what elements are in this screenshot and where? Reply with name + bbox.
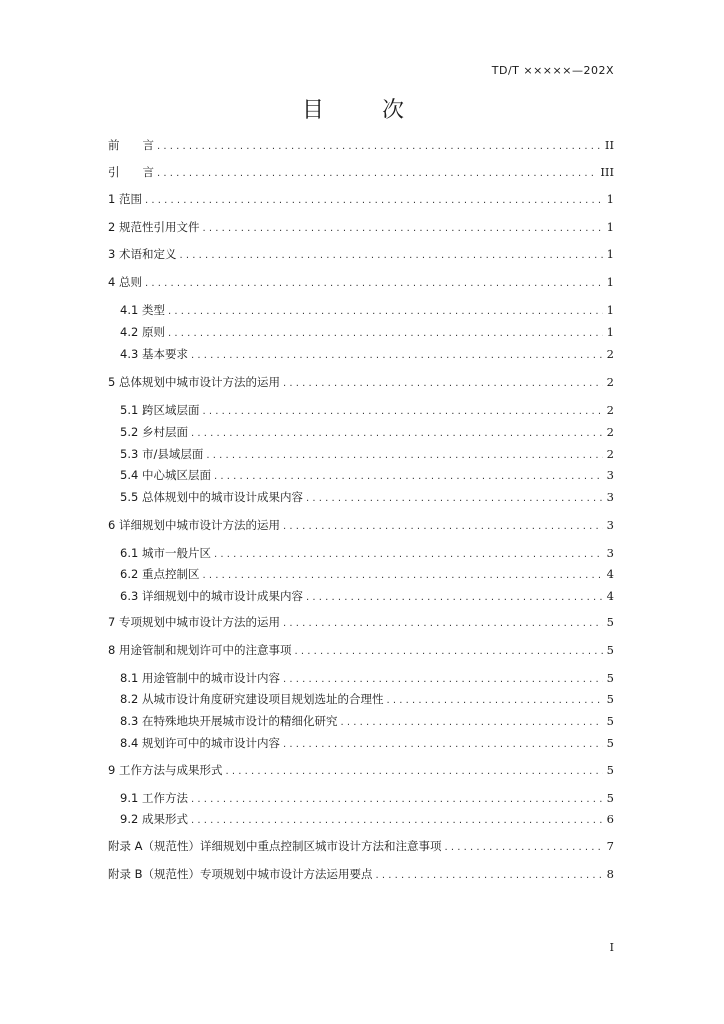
toc-entry-page: 5 <box>606 763 614 777</box>
toc-entry-page: 1 <box>606 247 614 261</box>
toc-entry-7[interactable] <box>108 614 614 630</box>
toc-entry-8[interactable] <box>108 642 614 658</box>
toc-leader-dots <box>283 616 603 632</box>
toc-entry-page: 1 <box>606 275 614 289</box>
toc-leader-dots <box>191 348 603 364</box>
document-code: TD/T ×××××—202X <box>491 64 614 77</box>
toc-leader-dots <box>202 221 602 237</box>
toc-entry-introduction[interactable] <box>108 164 614 180</box>
toc-leader-dots <box>214 469 603 485</box>
toc-entry-5-3[interactable] <box>120 446 614 462</box>
toc-entry-label: 8.4 规划许可中的城市设计内容 <box>120 736 280 750</box>
toc-leader-dots <box>168 326 603 342</box>
toc-leader-dots <box>202 404 602 420</box>
toc-entry-page: 3 <box>606 468 614 482</box>
toc-entry-page: 3 <box>606 546 614 560</box>
toc-entry-label: 6.2 重点控制区 <box>120 567 200 581</box>
toc-leader-dots <box>191 426 603 442</box>
toc-leader-dots <box>157 166 596 182</box>
toc-leader-dots <box>376 868 603 884</box>
toc-entry-8-3[interactable] <box>120 713 614 729</box>
toc-entry-page: 4 <box>606 589 614 603</box>
toc-entry-label: 6 详细规划中城市设计方法的运用 <box>108 518 280 532</box>
toc-entry-label: 6.1 城市一般片区 <box>120 546 211 560</box>
toc-leader-dots <box>225 764 602 780</box>
toc-leader-dots <box>214 547 603 563</box>
toc-entry-appendix-b[interactable] <box>108 866 614 882</box>
toc-leader-dots <box>283 376 603 392</box>
toc-entry-8-4[interactable] <box>120 735 614 751</box>
toc-entry-label: 5.4 中心城区层面 <box>120 468 211 482</box>
toc-entry-label: 前 言 <box>108 138 154 152</box>
toc-entry-page: 5 <box>606 671 614 685</box>
toc-entry-9-1[interactable] <box>120 790 614 806</box>
page-number: I <box>609 941 614 954</box>
toc-entry-page: 6 <box>606 812 614 826</box>
toc-entry-label: 5.2 乡村层面 <box>120 425 188 439</box>
toc-leader-dots <box>445 840 603 856</box>
toc-entry-page: 3 <box>606 490 614 504</box>
toc-entry-label: 9.2 成果形式 <box>120 812 188 826</box>
toc-leader-dots <box>294 644 602 660</box>
toc-entry-page: 5 <box>606 643 614 657</box>
page-title: 目 次 <box>301 98 422 123</box>
toc-entry-5-2[interactable] <box>120 424 614 440</box>
toc-entry-label: 1 范围 <box>108 192 142 206</box>
toc-leader-dots <box>179 248 602 264</box>
toc-entry-page: 1 <box>606 325 614 339</box>
toc-leader-dots <box>202 568 602 584</box>
toc-entry-8-2[interactable] <box>120 691 614 707</box>
toc-entry-label: 5 总体规划中城市设计方法的运用 <box>108 375 280 389</box>
toc-leader-dots <box>283 519 603 535</box>
toc-entry-5-5[interactable] <box>120 489 614 505</box>
toc-entry-label: 4 总则 <box>108 275 142 289</box>
toc-entry-label: 9.1 工作方法 <box>120 791 188 805</box>
toc-entry-page: 2 <box>606 347 614 361</box>
toc-entry-page: 2 <box>606 375 614 389</box>
toc-entry-label: 4.3 基本要求 <box>120 347 188 361</box>
toc-entry-label: 附录 A（规范性）详细规划中重点控制区城市设计方法和注意事项 <box>108 839 442 853</box>
toc-entry-4-3[interactable] <box>120 346 614 362</box>
toc-entry-4[interactable] <box>108 274 614 290</box>
toc-entry-page: 1 <box>606 192 614 206</box>
toc-entry-page: 5 <box>606 692 614 706</box>
toc-entry-page: 2 <box>606 403 614 417</box>
toc-entry-8-1[interactable] <box>120 670 614 686</box>
toc-leader-dots <box>191 813 603 829</box>
toc-entry-label: 8.1 用途管制中的城市设计内容 <box>120 671 280 685</box>
toc-entry-2[interactable] <box>108 219 614 235</box>
toc-entry-page: 7 <box>606 839 614 853</box>
toc-entry-3[interactable] <box>108 246 614 262</box>
toc-entry-9[interactable] <box>108 762 614 778</box>
toc-leader-dots <box>168 304 603 320</box>
toc-entry-page: 3 <box>606 518 614 532</box>
toc-entry-6-2[interactable] <box>120 566 614 582</box>
toc-entry-page: 4 <box>606 567 614 581</box>
toc-entry-page: II <box>604 138 614 152</box>
toc-entry-4-1[interactable] <box>120 302 614 318</box>
toc-entry-label: 5.3 市/县域层面 <box>120 447 204 461</box>
toc-entry-appendix-a[interactable] <box>108 838 614 854</box>
toc-entry-page: 8 <box>606 867 614 881</box>
toc-entry-label: 4.1 类型 <box>120 303 165 317</box>
toc-leader-dots <box>191 792 603 808</box>
toc-entry-5[interactable] <box>108 374 614 390</box>
toc-leader-dots <box>306 491 603 507</box>
toc-leader-dots <box>145 276 603 292</box>
toc-entry-label: 8.2 从城市设计角度研究建设项目规划选址的合理性 <box>120 692 384 706</box>
toc-entry-page: 1 <box>606 303 614 317</box>
toc-leader-dots <box>283 672 603 688</box>
toc-entry-9-2[interactable] <box>120 811 614 827</box>
toc-entry-label: 6.3 详细规划中的城市设计成果内容 <box>120 589 303 603</box>
toc-entry-page: 2 <box>606 447 614 461</box>
toc-leader-dots <box>157 139 601 155</box>
toc-entry-label: 8.3 在特殊地块开展城市设计的精细化研究 <box>120 714 338 728</box>
toc-entry-label: 3 术语和定义 <box>108 247 177 261</box>
toc-entry-6-1[interactable] <box>120 545 614 561</box>
toc-entry-page: 5 <box>606 714 614 728</box>
toc-entry-page: III <box>600 165 614 179</box>
toc-leader-dots <box>340 715 602 731</box>
toc-leader-dots <box>386 693 602 709</box>
toc-entry-label: 8 用途管制和规划许可中的注意事项 <box>108 643 292 657</box>
toc-entry-page: 5 <box>606 615 614 629</box>
toc-entry-label: 5.5 总体规划中的城市设计成果内容 <box>120 490 303 504</box>
toc-entry-5-4[interactable] <box>120 467 614 483</box>
toc-entry-6-3[interactable] <box>120 588 614 604</box>
toc-entry-page: 5 <box>606 736 614 750</box>
toc-entry-1[interactable] <box>108 191 614 207</box>
toc-entry-label: 4.2 原则 <box>120 325 165 339</box>
toc-leader-dots <box>283 737 603 753</box>
toc-leader-dots <box>145 193 603 209</box>
toc-entry-label: 附录 B（规范性）专项规划中城市设计方法运用要点 <box>108 867 373 881</box>
toc-entry-label: 引 言 <box>108 165 154 179</box>
toc-entry-page: 1 <box>606 220 614 234</box>
toc-entry-foreword[interactable] <box>108 137 614 153</box>
toc-entry-4-2[interactable] <box>120 324 614 340</box>
toc-entry-page: 2 <box>606 425 614 439</box>
toc-leader-dots <box>206 448 602 464</box>
toc-entry-label: 7 专项规划中城市设计方法的运用 <box>108 615 280 629</box>
toc-entry-label: 9 工作方法与成果形式 <box>108 763 223 777</box>
toc-entry-label: 5.1 跨区域层面 <box>120 403 200 417</box>
toc-entry-page: 5 <box>606 791 614 805</box>
toc-entry-5-1[interactable] <box>120 402 614 418</box>
toc-entry-6[interactable] <box>108 517 614 533</box>
toc-entry-label: 2 规范性引用文件 <box>108 220 200 234</box>
toc-leader-dots <box>306 590 603 606</box>
